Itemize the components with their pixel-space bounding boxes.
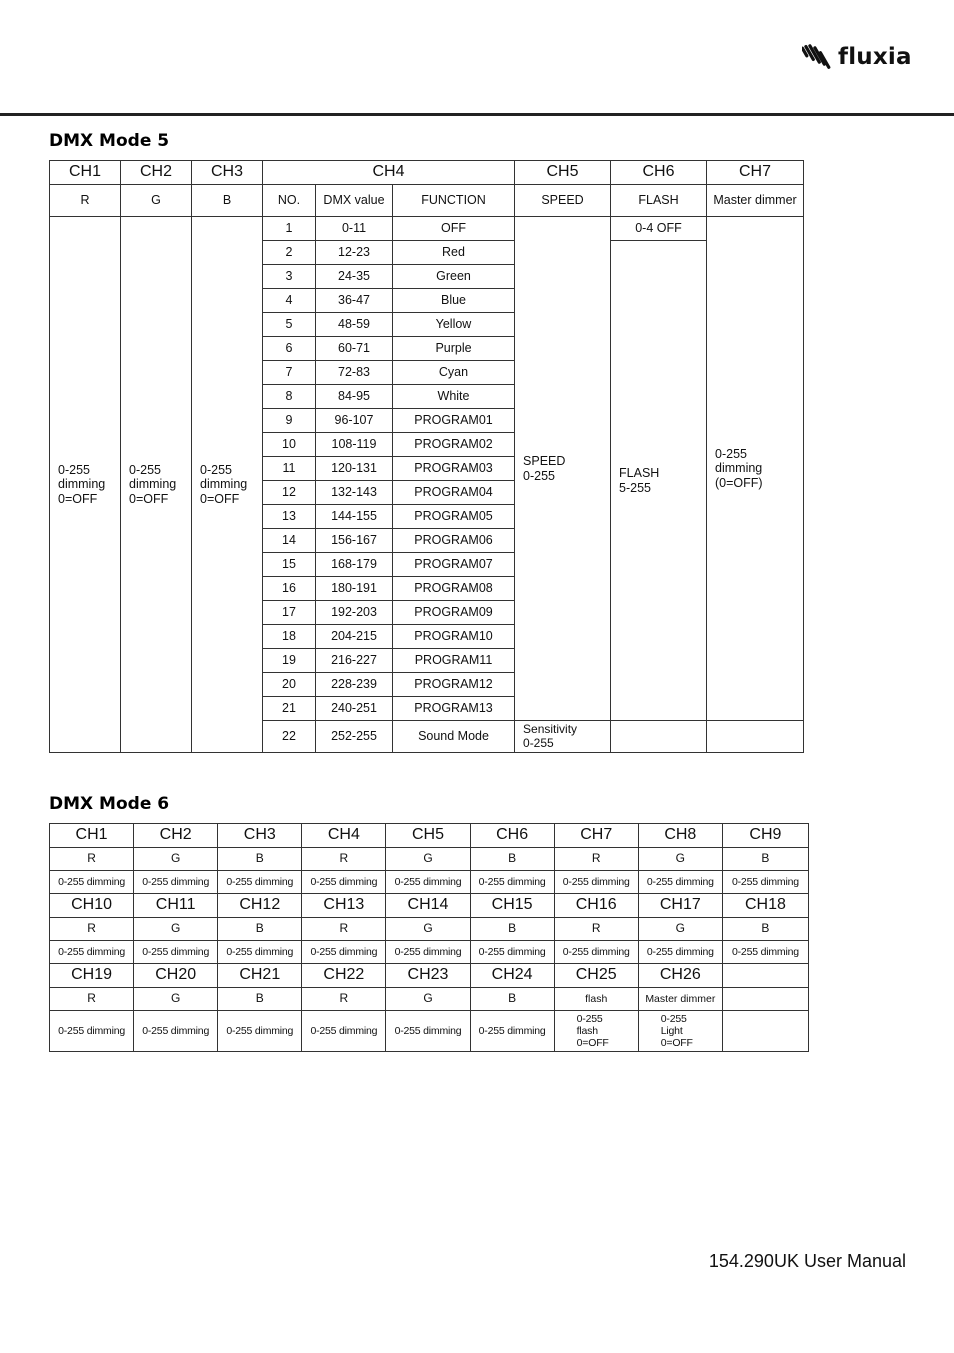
dmx-value: 180-191 <box>316 577 393 601</box>
dmx-value: 228-239 <box>316 673 393 697</box>
channel-header: CH15 <box>470 894 554 918</box>
value-range: 0-255 dimming <box>218 871 302 894</box>
function-number: 4 <box>263 289 316 313</box>
fluxia-logo-icon <box>802 42 832 72</box>
table-row <box>50 964 809 988</box>
color-label: B <box>218 848 302 871</box>
value-range: 0-255 dimming <box>386 1011 470 1052</box>
channel-header: CH9 <box>722 824 808 848</box>
ch6-description: FLASH 5-255 <box>611 241 707 721</box>
channel-header: CH2 <box>121 161 192 185</box>
dmx-value: 168-179 <box>316 553 393 577</box>
function-name: White <box>393 385 515 409</box>
function-number: 10 <box>263 433 316 457</box>
mode5-title: DMX Mode 5 <box>49 131 170 151</box>
column-subheader: Master dimmer <box>707 185 804 217</box>
dmx-value: 156-167 <box>316 529 393 553</box>
dmx-value: 24-35 <box>316 265 393 289</box>
function-name: Cyan <box>393 361 515 385</box>
color-label: G <box>134 918 218 941</box>
channel-header: CH1 <box>50 824 134 848</box>
channel-header: CH12 <box>218 894 302 918</box>
dmx-value: 240-251 <box>316 697 393 721</box>
channel-header: CH5 <box>386 824 470 848</box>
value-range: 0-255 dimming <box>386 871 470 894</box>
ch5-sensitivity: Sensitivity 0-255 <box>515 721 611 753</box>
value-range: 0-255 dimming <box>134 1011 218 1052</box>
function-name: Sound Mode <box>393 721 515 753</box>
channel-header: CH20 <box>134 964 218 988</box>
channel-header: CH21 <box>218 964 302 988</box>
channel-header: CH4 <box>302 824 386 848</box>
channel-header: CH5 <box>515 161 611 185</box>
mode6-title: DMX Mode 6 <box>49 794 170 814</box>
function-name: PROGRAM09 <box>393 601 515 625</box>
function-number: 21 <box>263 697 316 721</box>
color-label: R <box>554 848 638 871</box>
value-range: 0-255 flash 0=OFF <box>554 1011 638 1052</box>
channel-header: CH24 <box>470 964 554 988</box>
value-range: 0-255 dimming <box>386 941 470 964</box>
channel-header: CH22 <box>302 964 386 988</box>
function-name: PROGRAM07 <box>393 553 515 577</box>
channel-header: CH6 <box>611 161 707 185</box>
channel-header: CH6 <box>470 824 554 848</box>
value-range: 0-255 dimming <box>470 1011 554 1052</box>
dmx-value: 12-23 <box>316 241 393 265</box>
function-name: PROGRAM05 <box>393 505 515 529</box>
color-label: Master dimmer <box>638 988 722 1011</box>
column-subheader: SPEED <box>515 185 611 217</box>
color-label: G <box>638 918 722 941</box>
channel-header: CH2 <box>134 824 218 848</box>
function-number: 9 <box>263 409 316 433</box>
function-name: PROGRAM12 <box>393 673 515 697</box>
column-subheader: B <box>192 185 263 217</box>
brand-name: fluxia <box>838 44 912 70</box>
ch1-description: 0-255 dimming 0=OFF <box>50 217 121 753</box>
function-name: Purple <box>393 337 515 361</box>
function-number: 8 <box>263 385 316 409</box>
function-number: 20 <box>263 673 316 697</box>
color-label: B <box>470 848 554 871</box>
function-name: PROGRAM06 <box>393 529 515 553</box>
column-subheader: NO. <box>263 185 316 217</box>
color-label: B <box>722 918 808 941</box>
table-row <box>50 1011 809 1052</box>
channel-header: CH23 <box>386 964 470 988</box>
table-row <box>50 217 804 241</box>
color-label: R <box>302 988 386 1011</box>
table-row <box>50 988 809 1011</box>
channel-header: CH19 <box>50 964 134 988</box>
function-name: Green <box>393 265 515 289</box>
color-label: G <box>386 848 470 871</box>
color-label: B <box>218 988 302 1011</box>
color-label: G <box>386 918 470 941</box>
channel-header: CH26 <box>638 964 722 988</box>
value-range: 0-255 dimming <box>134 871 218 894</box>
function-number: 13 <box>263 505 316 529</box>
function-number: 14 <box>263 529 316 553</box>
function-name: PROGRAM03 <box>393 457 515 481</box>
footer-manual-title: 154.290UK User Manual <box>708 1251 906 1271</box>
color-label: R <box>50 918 134 941</box>
function-name: Red <box>393 241 515 265</box>
function-name: PROGRAM10 <box>393 625 515 649</box>
empty-cell <box>611 721 707 753</box>
channel-header: CH7 <box>707 161 804 185</box>
column-subheader: R <box>50 185 121 217</box>
value-range: 0-255 dimming <box>134 941 218 964</box>
function-number: 19 <box>263 649 316 673</box>
function-name: Blue <box>393 289 515 313</box>
channel-header: CH8 <box>638 824 722 848</box>
color-label: R <box>554 918 638 941</box>
value-range: 0-255 dimming <box>50 871 134 894</box>
value-range <box>722 1011 808 1052</box>
dmx-value: 60-71 <box>316 337 393 361</box>
function-name: OFF <box>393 217 515 241</box>
mode6-table <box>49 823 809 1052</box>
dmx-value: 120-131 <box>316 457 393 481</box>
dmx-value: 252-255 <box>316 721 393 753</box>
value-range: 0-255 dimming <box>722 941 808 964</box>
dmx-value: 36-47 <box>316 289 393 313</box>
channel-header: CH3 <box>218 824 302 848</box>
channel-header: CH14 <box>386 894 470 918</box>
function-number: 18 <box>263 625 316 649</box>
function-number: 11 <box>263 457 316 481</box>
function-number: 1 <box>263 217 316 241</box>
function-number: 16 <box>263 577 316 601</box>
channel-header: CH11 <box>134 894 218 918</box>
table-row <box>50 824 809 848</box>
column-subheader: DMX value <box>316 185 393 217</box>
function-number: 6 <box>263 337 316 361</box>
function-name: Yellow <box>393 313 515 337</box>
color-label <box>722 988 808 1011</box>
column-subheader: G <box>121 185 192 217</box>
color-label: B <box>470 918 554 941</box>
dmx-value: 132-143 <box>316 481 393 505</box>
channel-header: CH7 <box>554 824 638 848</box>
table-row <box>50 161 804 185</box>
channel-header: CH25 <box>554 964 638 988</box>
dmx-value: 84-95 <box>316 385 393 409</box>
color-label: B <box>218 918 302 941</box>
color-label: B <box>470 988 554 1011</box>
empty-cell <box>707 721 804 753</box>
dmx-value: 108-119 <box>316 433 393 457</box>
dmx-value: 0-11 <box>316 217 393 241</box>
ch5-description: SPEED 0-255 <box>515 217 611 721</box>
ch3-description: 0-255 dimming 0=OFF <box>192 217 263 753</box>
dmx-value: 204-215 <box>316 625 393 649</box>
value-range: 0-255 dimming <box>302 871 386 894</box>
table-row <box>50 871 809 894</box>
ch6-off-range: 0-4 OFF <box>611 217 707 241</box>
function-name: PROGRAM08 <box>393 577 515 601</box>
function-name: PROGRAM13 <box>393 697 515 721</box>
channel-header: CH4 <box>263 161 515 185</box>
function-name: PROGRAM01 <box>393 409 515 433</box>
function-number: 12 <box>263 481 316 505</box>
dmx-value: 216-227 <box>316 649 393 673</box>
color-label: G <box>386 988 470 1011</box>
function-number: 17 <box>263 601 316 625</box>
channel-header: CH17 <box>638 894 722 918</box>
column-subheader: FLASH <box>611 185 707 217</box>
function-number: 5 <box>263 313 316 337</box>
value-range: 0-255 dimming <box>470 941 554 964</box>
dmx-value: 144-155 <box>316 505 393 529</box>
function-name: PROGRAM02 <box>393 433 515 457</box>
column-subheader: FUNCTION <box>393 185 515 217</box>
color-label: R <box>302 848 386 871</box>
color-label: B <box>722 848 808 871</box>
color-label: flash <box>554 988 638 1011</box>
table-row <box>50 894 809 918</box>
channel-header: CH16 <box>554 894 638 918</box>
channel-header: CH10 <box>50 894 134 918</box>
ch7-description: 0-255 dimming (0=OFF) <box>707 217 804 721</box>
color-label: G <box>134 848 218 871</box>
color-label: R <box>50 988 134 1011</box>
value-range: 0-255 dimming <box>302 941 386 964</box>
value-range: 0-255 dimming <box>638 941 722 964</box>
color-label: R <box>302 918 386 941</box>
function-name: PROGRAM11 <box>393 649 515 673</box>
value-range: 0-255 dimming <box>218 941 302 964</box>
table-row <box>50 918 809 941</box>
value-range: 0-255 Light 0=OFF <box>638 1011 722 1052</box>
ch2-description: 0-255 dimming 0=OFF <box>121 217 192 753</box>
channel-header: CH18 <box>722 894 808 918</box>
dmx-value: 48-59 <box>316 313 393 337</box>
value-range: 0-255 dimming <box>218 1011 302 1052</box>
value-range: 0-255 dimming <box>554 941 638 964</box>
function-number: 22 <box>263 721 316 753</box>
header-rule <box>0 113 954 116</box>
function-number: 15 <box>263 553 316 577</box>
function-number: 2 <box>263 241 316 265</box>
dmx-value: 96-107 <box>316 409 393 433</box>
color-label: G <box>134 988 218 1011</box>
mode5-table <box>49 160 804 753</box>
function-number: 7 <box>263 361 316 385</box>
table-row <box>50 848 809 871</box>
value-range: 0-255 dimming <box>50 1011 134 1052</box>
color-label: G <box>638 848 722 871</box>
value-range: 0-255 dimming <box>554 871 638 894</box>
value-range: 0-255 dimming <box>470 871 554 894</box>
channel-header: CH13 <box>302 894 386 918</box>
channel-header: CH1 <box>50 161 121 185</box>
value-range: 0-255 dimming <box>722 871 808 894</box>
value-range: 0-255 dimming <box>638 871 722 894</box>
brand-logo <box>802 40 912 74</box>
dmx-value: 192-203 <box>316 601 393 625</box>
value-range: 0-255 dimming <box>302 1011 386 1052</box>
function-name: PROGRAM04 <box>393 481 515 505</box>
channel-header <box>722 964 808 988</box>
table-row <box>50 185 804 217</box>
value-range: 0-255 dimming <box>50 941 134 964</box>
channel-header: CH3 <box>192 161 263 185</box>
function-number: 3 <box>263 265 316 289</box>
table-row <box>50 941 809 964</box>
color-label: R <box>50 848 134 871</box>
dmx-value: 72-83 <box>316 361 393 385</box>
